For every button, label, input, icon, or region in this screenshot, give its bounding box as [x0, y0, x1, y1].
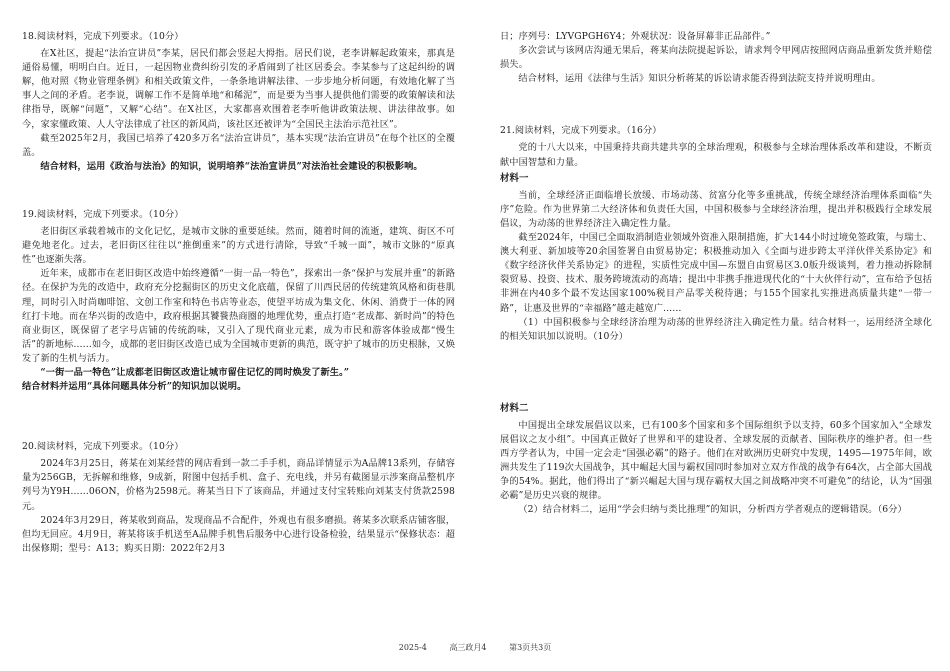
left-column: [22, 30, 455, 556]
q19-task: 结合材料并运用“具体问题具体分析”的知识加以说明。: [22, 381, 247, 393]
q21-header: 21.阅读材料，完成下列要求。（16分）: [500, 125, 662, 137]
q18-task: 结合材料，运用《政治与法治》的知识，说明培养“法治宣讲员”对法治社会建设的积极影响。: [40, 160, 423, 172]
footer-exam: 高三政月4: [449, 643, 487, 652]
q18-paragraph-2: 截至2025年2月，我国已培养了420多万名“法治宣讲员”，基本实现“法治宣讲员”在每个社区的全覆盖。: [22, 132, 455, 158]
q19-paragraph-1: 老旧街区承载着城市的文化记忆，是城市文脉的重要延续。然而，随着时间的流逝，建筑、街区不可避免地老化。过去，老旧街区往往以“推倒重来”的方式进行清除，导致“千城一面”，城市文脉的“原真性”也逐渐失落。: [22, 226, 455, 266]
q20-paragraph-1: 2024年3月25日，蒋某在刘某经营的网店看到一款二手手机，商品详情显示为A品牌13系列，存储容量为256GB，无拆解和维修，9成新，附图中包括手机、盒子、充电线，并另有截图显示涉案商品整机序列号为Y9H……06ON，价格为2598元。蒋某当日下了该商品，并通过支付宝转账向刘某支付货款2598元。: [22, 458, 455, 512]
q18-paragraph-1: 在X社区，提起“法治宣讲员”李某，居民们都会竖起大拇指。居民们说，老李讲解起政策来，那真是通俗易懂，明明白白。近日，一起因物业费纠纷引发的矛盾闹到了社区居委会。李某参与了这起纠纷的调解，他对照《物业管理条例》和相关政策文件，一条条地讲解法律、一步步地分析问题，有效地化解了当事人之间的矛盾。老李说，调解工作不是简单地“和稀泥”，而是要为当事人提供他们需要的政策解读和法律指导，既解“问题”，又解“心结”。在X社区，大家都喜欢围着老李听他讲政策法规、讲法律故事。如今，家家懂政策、人人守法律成了社区的新风尚，该社区还被评为“全国民主法治示范社区”。: [22, 48, 455, 130]
footer-date: 2025-4: [398, 643, 427, 652]
q21-task-1: （1）中国积极参与全球经济治理为动荡的世界经济注入确定性力量。结合材料一，运用经济全球化的相关知识加以说明。（10分）: [500, 316, 932, 342]
q21-material-2-paragraph: 中国提出全球发展倡议以来，已有100多个国家和多个国际组织予以支持，60多个国家加入“全球发展倡议之友小组”。中国真正做好了世界和平的建设者、全球发展的贡献者、国际秩序的维护者。但一些西方学者认为，中国一定会走“国强必霸”的路子。他们在对欧洲历史研究中发现，1495—1975年间，欧洲共发生了119次大国战争，其中崛起大国与霸权国同时参加对立双方作战的战争有64次，占全部大国战争的54%。据此，他们得出了“新兴崛起大国与现存霸权大国之间战略冲突不可避免”的结论，认为“国强必霸”是历史兴衰的规律。: [500, 419, 932, 502]
q20-paragraph-2: 2024年3月29日，蒋某收到商品，发现商品不合配件，外观也有很多磨损。蒋某多次联系店铺客服，但均无回应。4月9日，蒋某将该手机送至A品牌手机售后服务中心进行设备检验，结果显示“保修状态：超出保修期；型号：A13；购买日期：2022年2月3: [22, 514, 455, 554]
page-footer: [0, 642, 950, 653]
q19-header: 19.阅读材料，完成下列要求。（10分）: [22, 208, 184, 220]
q21-material-1-paragraph-2: 截至2024年，中国已全面取消制造业领域外资准入限制措施，扩大144小时过境免签政策，与瑞士、澳大利亚、新加坡等20余国签署自由贸易协定；积极推动加入《全面与进步跨太平洋伙伴关系协定》和《数字经济伙伴关系协定》的进程，实质性完成中国—东盟自由贸易区3.0版升级谈判，着力推动拆除制裂贸易、投资、技术、服务跨境流动的高墙；提出中非携手推进现代化的“十大伙伴行动”，宣布给予包括非洲在内40多个最不发达国家100%税目产品零关税待遇；与155个国家扎实推进高质量共建“一带一路”，让惠及世界的“幸福路”越走越宽广……: [500, 232, 932, 314]
q18-header: 18.阅读材料，完成下列要求。（10分）: [22, 31, 184, 42]
q21-material-1-title: 材料一: [500, 172, 529, 184]
q21-material-2-title: 材料二: [500, 402, 529, 414]
q21-material-1-paragraph-1: 当前，全球经济正面临增长放缓、市场动荡、贫富分化等多重挑战，传统全球经济治理体系面临“失序”危险。作为世界第二大经济体和负责任大国，中国积极参与全球经济治理，提出并积极践行全球发展倡议，为动荡的世界经济注入确定性力量。: [500, 189, 932, 229]
q21-intro: 党的十八大以来，中国秉持共商共建共享的全球治理观，积极参与全球治理体系改革和建设，不断贡献中国智慧和力量。: [500, 142, 932, 168]
q20-task: 结合材料，运用《法律与生活》知识分析蒋某的诉讼请求能否得到法院支持并说明理由。: [518, 73, 881, 85]
q20-paragraph-3: 多次尝试与该网店沟通无果后，蒋某向法院提起诉讼，请求判令甲网店按照网店商品重新发货并赔偿损失。: [500, 45, 932, 71]
q19-paragraph-2: 近年来，成都市在老旧街区改造中始终遵循“一街一品一特色”，探索出一条“保护与发展并重”的新路径。在保护为先的改造中，政府充分挖掘街区的历史文化底蕴，保留了川西民居的传统建筑风格和街巷肌理，同时引入时尚咖啡馆、文创工作室和特色书店等业态，使望平坊成为集文化、休闲、消费于一体的网红打卡地。而在华兴街的改造中，政府根据其饕餮热商圈的地理优势，重点打造“老成都、新时尚”的特色商业街区，既保留了老字号店铺的传统韵味，又引入了现代商业元素，成为市民和游客体验成都“慢生活”的新地标……如今，成都的老旧街区改造已成为全国城市更新的典范，既守护了城市的历史根脉，又焕发了新的生机与活力。: [22, 268, 455, 364]
right-column: [500, 30, 932, 518]
q19-quote: “一街一品一特色”让成都老旧街区改造让城市留住记忆的同时焕发了新生。”: [40, 366, 350, 378]
footer-page-number: 第3页共3页: [509, 643, 552, 652]
q20-header: 20.阅读材料，完成下列要求。（10分）: [22, 441, 184, 453]
q21-task-2: （2）结合材料二，运用“学会归纳与类比推理”的知识，分析西方学者观点的逻辑错误。（6分）: [518, 504, 907, 516]
q20-continuation: 日；序列号：LYVGPGH6Y4；外观状况：设备屏幕非正品部件。”: [500, 31, 771, 42]
